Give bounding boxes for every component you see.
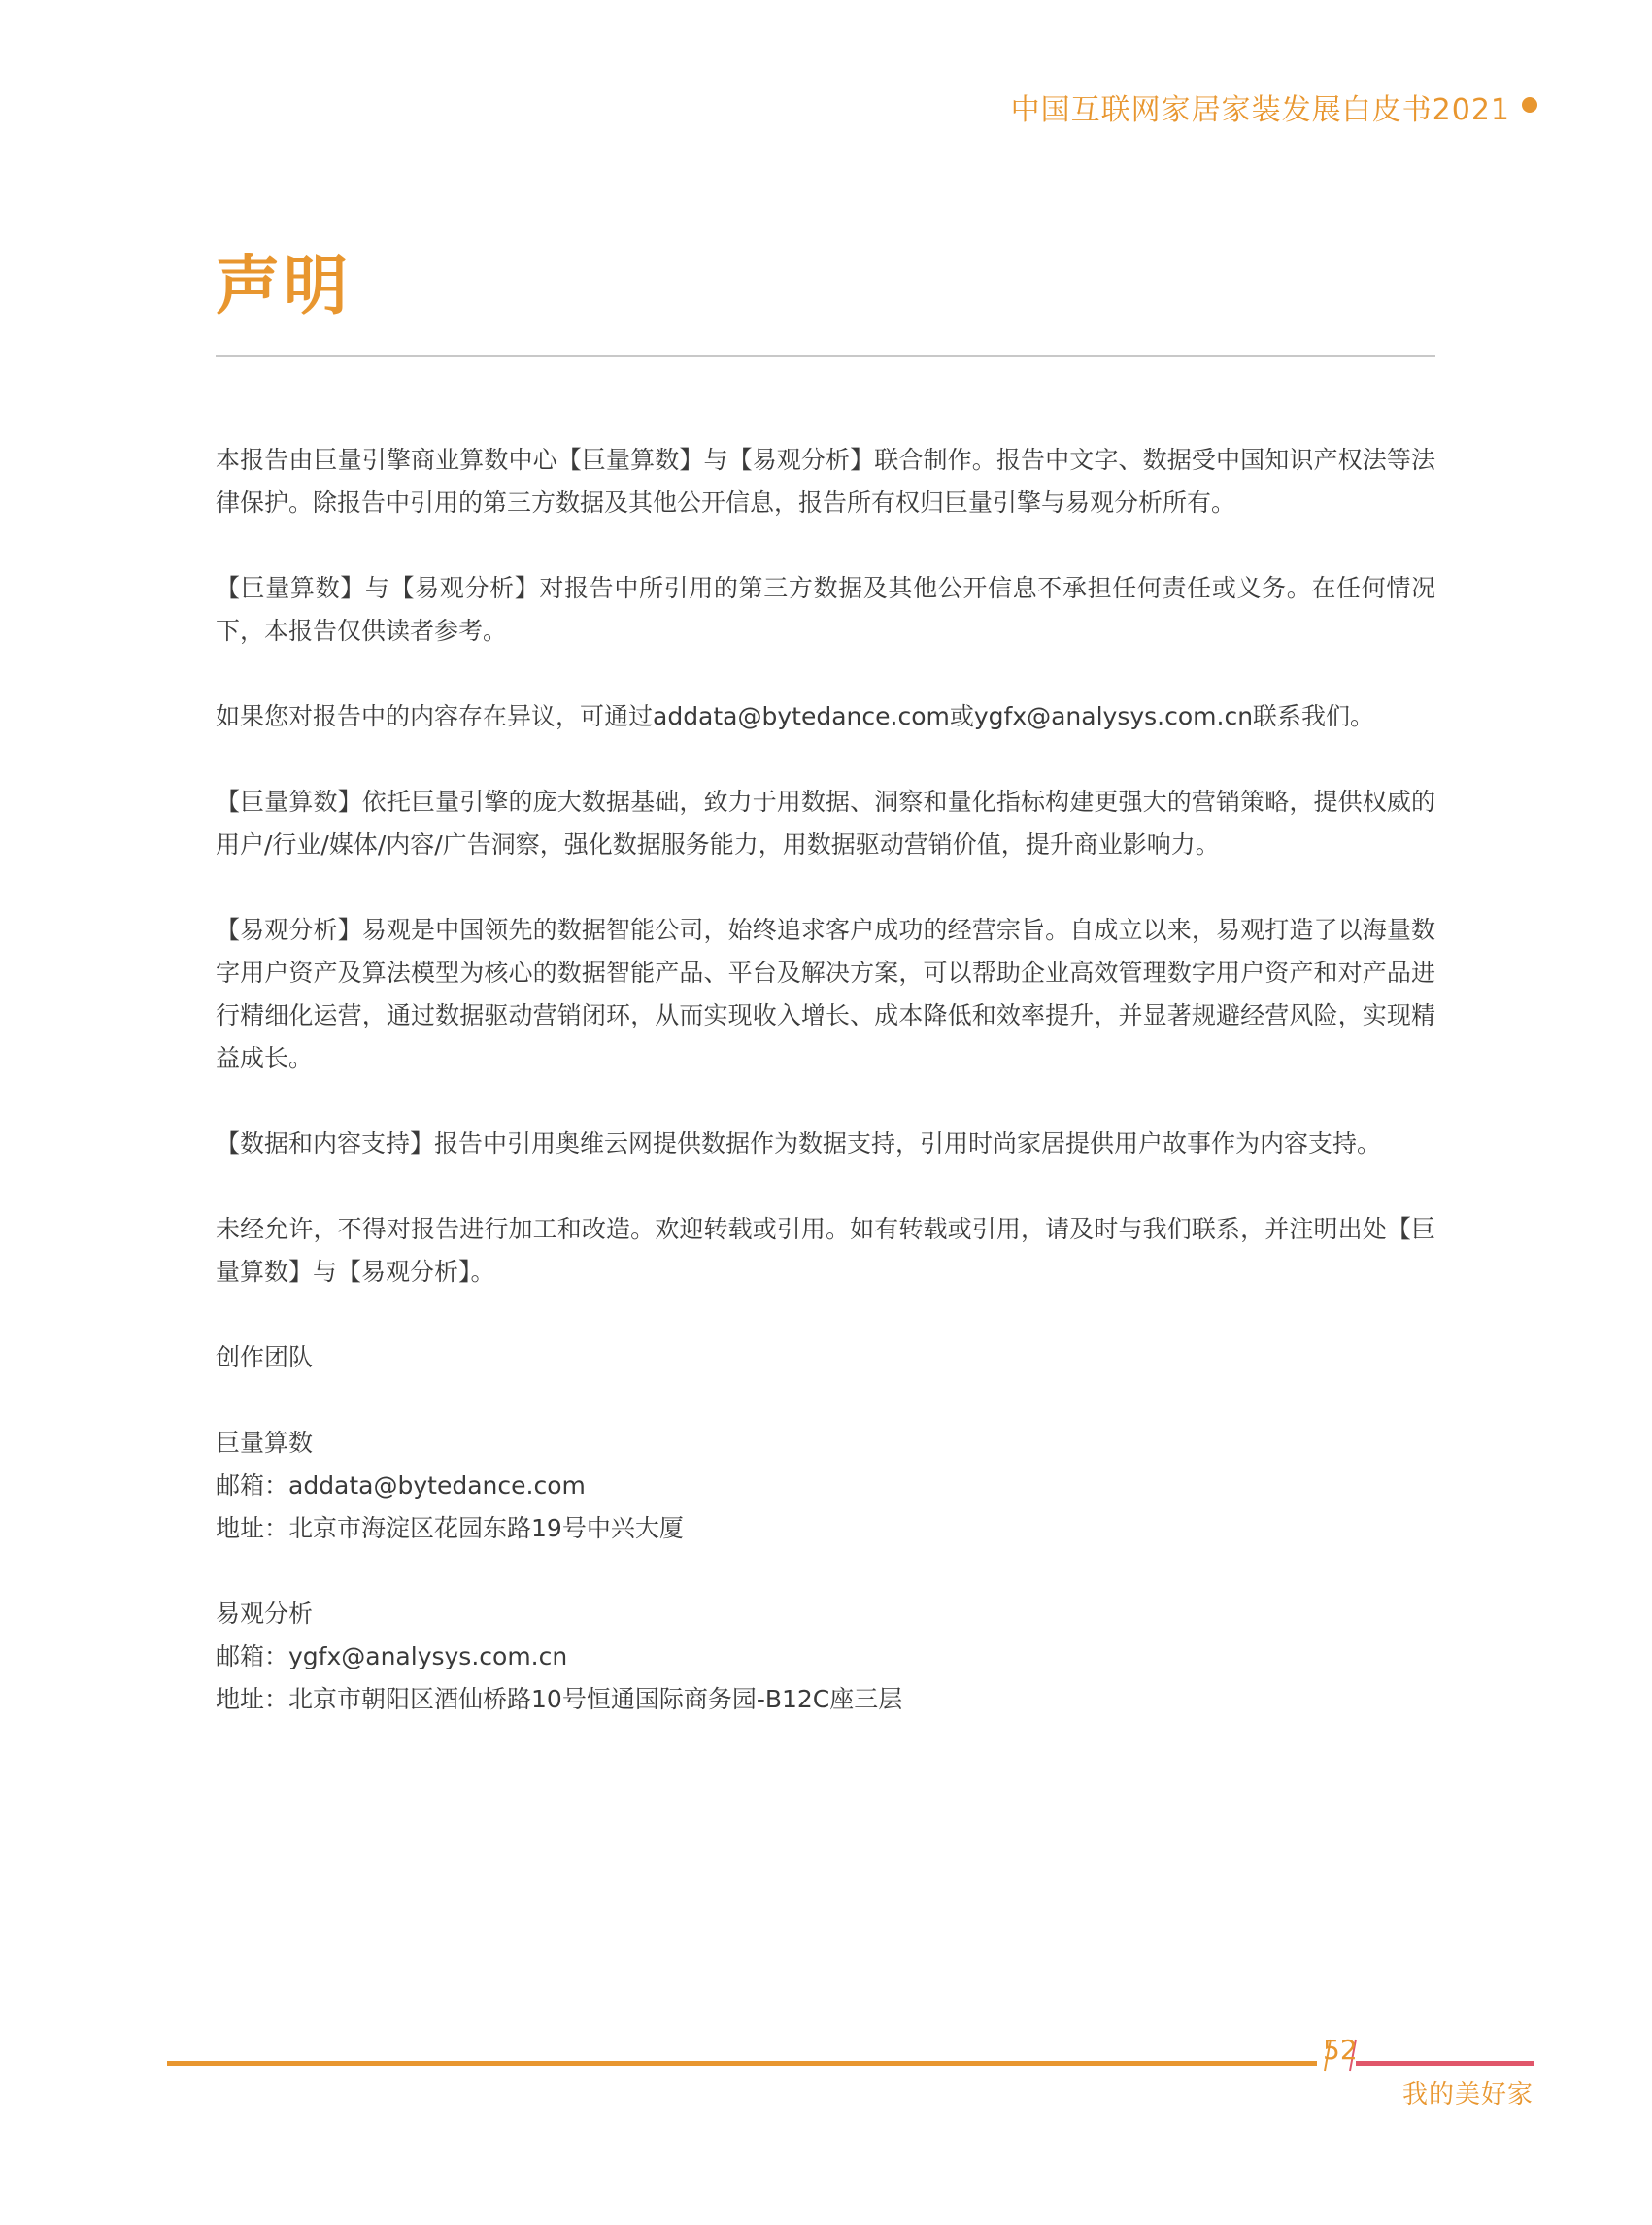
footer-brand: 我的美好家 [1401, 2080, 1534, 2109]
title-divider [216, 355, 1435, 357]
footer-line-orange [167, 2061, 1317, 2066]
paragraph-copyright: 本报告由巨量引擎商业算数中心【巨量算数】与【易观分析】联合制作。报告中文字、数据受中国知识产权法等法律保护。除报告中引用的第三方数据及其他公开信息，报告所有权归巨量引擎与易观分析所有。 [216, 446, 1435, 517]
contact-name: 巨量算数 [216, 1429, 314, 1457]
contact-block-juliang [216, 1422, 1435, 1550]
paragraph-about-yiguan: 【易观分析】易观是中国领先的数据智能公司，始终追求客户成功的经营宗旨。自成立以来，易观打造了以海量数字用户资产及算法模型为核心的数据智能产品、平台及解决方案，可以帮助企业高效管理数字用户资产和对产品进行精细化运营，通过数据驱动营销闭环，从而实现收入增长、成本降低和效率提升，并显著规避经营风险，实现精益成长。 [216, 916, 1435, 1072]
team-label: 创作团队 [216, 1343, 314, 1371]
paragraph-data-support: 【数据和内容支持】报告中引用奥维云网提供数据作为数据支持，引用时尚家居提供用户故事作为内容支持。 [216, 1129, 1382, 1158]
contact-email: 邮箱：addata@bytedance.com [216, 1471, 586, 1500]
header-title [1011, 85, 1510, 128]
paragraph-reprint-policy: 未经允许，不得对报告进行加工和改造。欢迎转载或引用。如有转载或引用，请及时与我们联系，并注明出处【巨量算数】与【易观分析】。 [216, 1215, 1435, 1286]
page-number: 52 [1323, 2034, 1358, 2066]
header-title-text: 中国互联网家居家装发展白皮书2021 [1010, 93, 1510, 127]
page-title: 声明 [216, 249, 352, 323]
contact-address: 地址：北京市海淀区花园东路19号中兴大厦 [216, 1514, 684, 1542]
contact-block-yiguan [216, 1593, 1435, 1721]
paragraph-disclaimer: 【巨量算数】与【易观分析】对报告中所引用的第三方数据及其他公开信息不承担任何责任或义务。在任何情况下，本报告仅供读者参考。 [216, 574, 1435, 645]
header-dot-icon [1522, 97, 1537, 113]
contact-address: 地址：北京市朝阳区酒仙桥路10号恒通国际商务园-B12C座三层 [216, 1685, 903, 1713]
footer-line-pink [1356, 2061, 1534, 2066]
contact-email: 邮箱：ygfx@analysys.com.cn [216, 1642, 568, 1670]
paragraph-contact-us: 如果您对报告中的内容存在异议，可通过addata@bytedance.com或ygfx@analysys.com.cn联系我们。 [216, 702, 1375, 730]
declaration-content [216, 439, 1435, 1764]
paragraph-about-juliang: 【巨量算数】依托巨量引擎的庞大数据基础，致力于用数据、洞察和量化指标构建更强大的营销策略，提供权威的用户/行业/媒体/内容/广告洞察，强化数据服务能力，用数据驱动营销价值，提升商业影响力。 [216, 788, 1435, 859]
contact-name: 易观分析 [216, 1600, 314, 1628]
